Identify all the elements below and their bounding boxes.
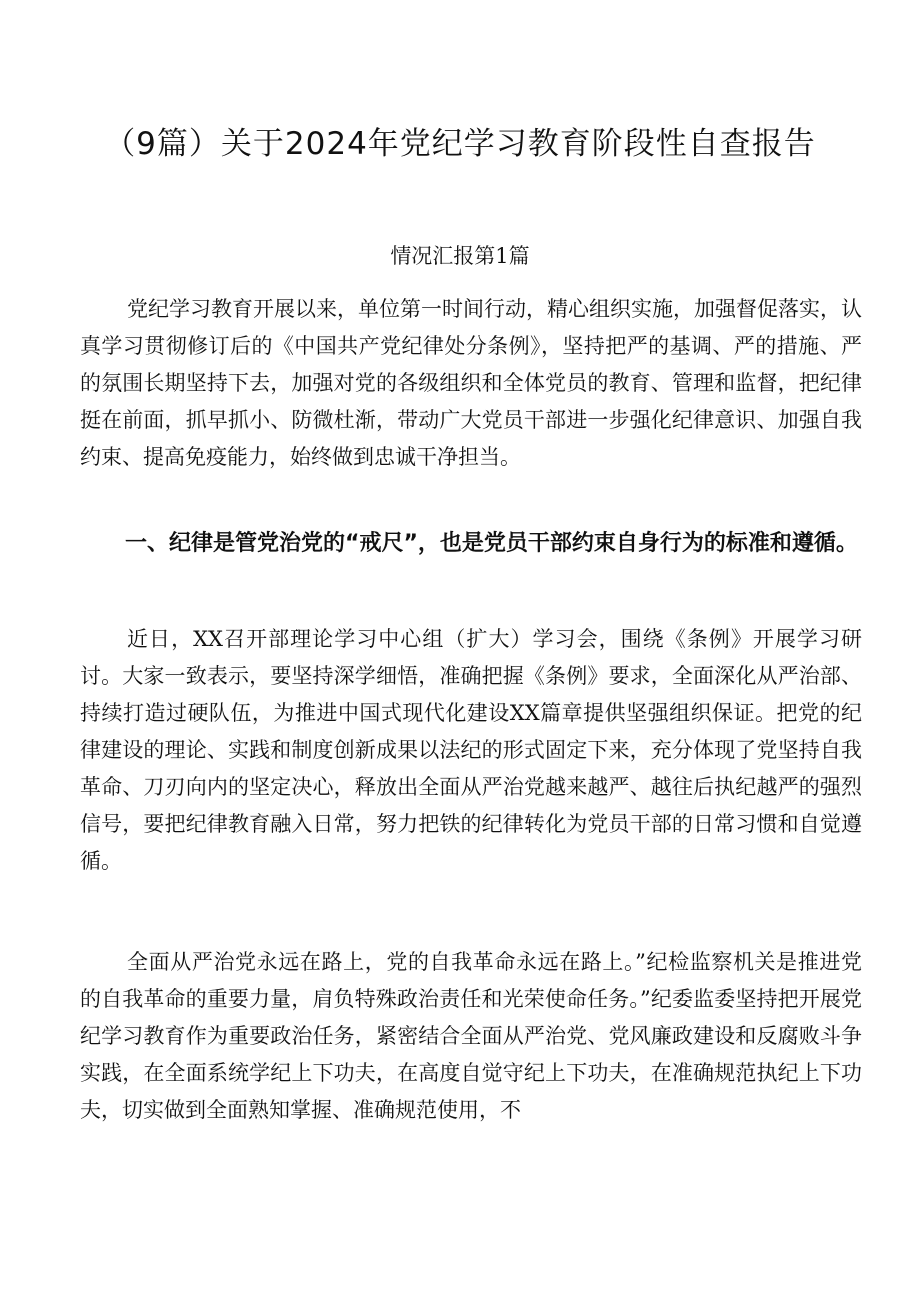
report-subtitle: 情况汇报第1篇 (390, 244, 530, 268)
paragraph-discipline-inspection: 全面从严治党永远在路上，党的自我革命永远在路上。”纪检监察机关是推进党的自我革命的重要力量，肩负特殊政治责任和光荣使命任务。”纪委监委坚持把开展党纪学习教育作为重要政治任务，紧密结合全面从严治党、党风廉政建设和反腐败斗争实践，在全面系统学纪上下功夫，在高度自觉守纪上下功夫，在准确规范执纪上下功夫，切实做到全面熟知掌握、准确规范使用，不 (80, 950, 862, 1122)
paragraph-intro: 党纪学习教育开展以来，单位第一时间行动，精心组织实施，加强督促落实，认真学习贯彻修订后的《中国共产党纪律处分条例》，坚持把严的基调、严的措施、严的氛围长期坚持下去，加强对党的各级组织和全体党员的教育、管理和监督，把纪律挺在前面，抓早抓小、防微杜渐，带动广大党员干部进一步强化纪律意识、加强自我约束、提高免疫能力，始终做到忠诚干净担当。 (80, 297, 862, 469)
document-title: （9篇）关于2024年党纪学习教育阶段性自查报告 (104, 126, 816, 162)
paragraph-study-session: 近日，XX召开部理论学习中心组（扩大）学习会，围绕《条例》开展学习研讨。大家一致表示，要坚持深学细悟，准确把握《条例》要求，全面深化从严治部、持续打造过硬队伍，为推进中国式现代化建设XX篇章提供坚强组织保证。把党的纪律建设的理论、实践和制度创新成果以法纪的形式固定下来，充分体现了党坚持自我革命、刀刃向内的坚定决心，释放出全面从严治党越来越严、越往后执纪越严的强烈信号，要把纪律教育融入日常，努力把铁的纪律转化为党员干部的日常习惯和自觉遵循。 (80, 627, 862, 873)
section-heading-1: 一、纪律是管党治党的“戒尺”，也是党员干部约束自身行为的标准和遵循。 (125, 531, 858, 556)
